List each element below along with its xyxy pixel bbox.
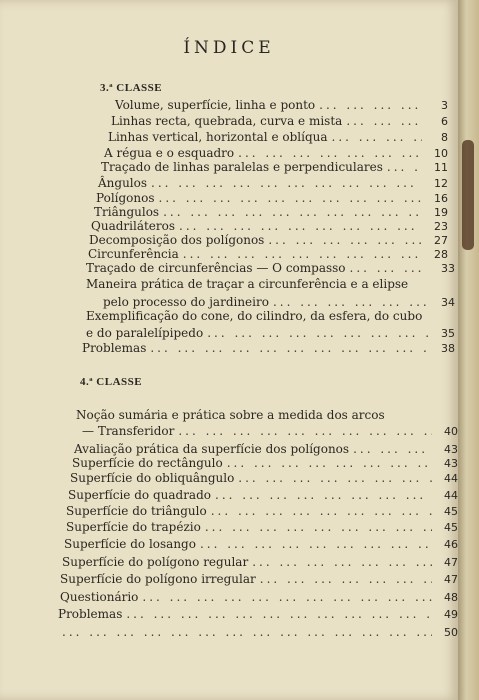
index-entry-line1: Noção sumária e prática sobre a medida dos arcos [76,408,385,422]
index-entry-line1: Maneira prática de traçar a circunferência e a elipse [86,277,409,291]
page-number: 11 [434,161,448,174]
index-entry [82,424,458,438]
page-number: 50 [444,626,458,639]
index-entry [60,590,458,604]
dot-leader [353,442,432,456]
dot-leader [268,233,422,247]
stain [462,140,474,250]
dot-leader [126,607,432,621]
entry-title: Decomposição dos polígonos [89,233,265,247]
entry-title: Ângulos [98,176,148,190]
entry-title: pelo processo do jardineiro [103,295,269,309]
dot-leader [252,555,432,569]
dot-leader [183,247,422,261]
dot-leader [215,488,432,502]
index-entry [60,572,458,586]
entry-title: Linhas vertical, horizontal e oblíqua [108,130,328,144]
page-number: 33 [441,262,455,275]
index-entry [111,114,448,128]
index-entry [86,326,455,340]
page-number: 8 [441,131,448,144]
entry-title: Superfície do triângulo [66,504,207,518]
dot-leader [142,590,432,604]
index-entry-line1: Exemplificação do cone, do cilindro, da esfera, do cubo [86,309,423,323]
dot-leader [207,326,429,340]
entry-title: Linhas recta, quebrada, curva e mista [111,114,343,128]
page-number: 34 [441,296,455,309]
index-title: ÍNDICE [183,38,275,58]
index-entry [58,625,458,639]
index-entry [91,219,448,233]
entry-title: Traçado de circunferências — O compasso [86,261,346,275]
index-entry [68,488,458,502]
page-number: 43 [444,443,458,456]
section-heading-3: 3.ª CLASSE [100,82,163,94]
page-number: 23 [434,220,448,233]
index-entry [72,456,458,470]
entry-title: Avaliação prática da superfície dos polígonos [74,442,350,456]
entry-title: Superfície do trapézio [66,520,201,534]
index-entry [70,471,458,485]
entry-title: Problemas [58,607,123,621]
index-entry [94,205,448,219]
page-number: 46 [444,538,458,551]
entry-title: Superfície do losango [64,537,196,551]
dot-leader [273,295,429,309]
page-number: 49 [444,608,458,621]
page-number: 6 [441,115,448,128]
dot-leader [346,114,422,128]
page-number: 3 [441,99,448,112]
entry-title: — Transferidor [82,424,175,438]
dot-leader [179,219,422,233]
dot-leader [238,146,422,160]
dot-leader [62,625,432,639]
page-number: 45 [444,521,458,534]
index-entry [66,504,458,518]
index-entry [82,341,455,355]
dot-leader [200,537,432,551]
entry-title: Circunferência [88,247,179,261]
page-number: 44 [444,472,458,485]
page-number: 43 [444,457,458,470]
entry-title: Superfície do polígono regular [62,555,249,569]
index-entry [98,176,448,190]
page-number: 38 [441,342,455,355]
page-number: 47 [444,573,458,586]
dot-leader [387,160,422,174]
entry-title: Triângulos [94,205,160,219]
dot-leader [227,456,432,470]
dot-leader [205,520,432,534]
index-entry [58,607,458,621]
index-entry [86,261,455,275]
dot-leader [319,98,422,112]
page-edge [458,0,479,700]
index-entry [115,98,448,112]
index-entry [64,537,458,551]
index-entry [88,247,448,261]
page-number: 19 [434,206,448,219]
entry-title: Superfície do rectângulo [72,456,223,470]
dot-leader [178,424,432,438]
page-number: 45 [444,505,458,518]
page-number: 40 [444,425,458,438]
page-number: 28 [434,248,448,261]
entry-title: Traçado de linhas paralelas e perpendiculares [101,160,383,174]
page-number: 47 [444,556,458,569]
dot-leader [238,471,432,485]
entry-title: Problemas [82,341,147,355]
section-heading-4: 4.ª CLASSE [80,376,143,388]
index-entry [66,520,458,534]
index-entry [104,146,448,160]
index-entry [108,130,448,144]
entry-title: e do paralelípipedo [86,326,204,340]
dot-leader [211,504,432,518]
page-number: 35 [441,327,455,340]
page-number: 27 [434,234,448,247]
dot-leader [332,130,422,144]
dot-leader [150,341,429,355]
entry-title: Questionário [60,590,139,604]
entry-title: Volume, superfície, linha e ponto [115,98,316,112]
dot-leader [151,176,422,190]
entry-title: Superfície do polígono irregular [60,572,256,586]
entry-title: Polígonos [96,191,155,205]
index-entry [89,233,448,247]
index-entry [103,295,455,309]
index-entry [101,160,448,174]
page-number: 10 [434,147,448,160]
entry-title: A régua e o esquadro [104,146,235,160]
page-number: 48 [444,591,458,604]
index-entry [96,191,448,205]
page-number: 44 [444,489,458,502]
dot-leader [163,205,422,219]
entry-title: Quadriláteros [91,219,176,233]
index-entry [74,442,458,456]
entry-title: Superfície do obliquângulo [70,471,235,485]
page-number: 12 [434,177,448,190]
dot-leader [350,261,429,275]
dot-leader [159,191,422,205]
entry-title: Superfície do quadrado [68,488,211,502]
page-number: 16 [434,192,448,205]
dot-leader [260,572,432,586]
index-entry [62,555,458,569]
